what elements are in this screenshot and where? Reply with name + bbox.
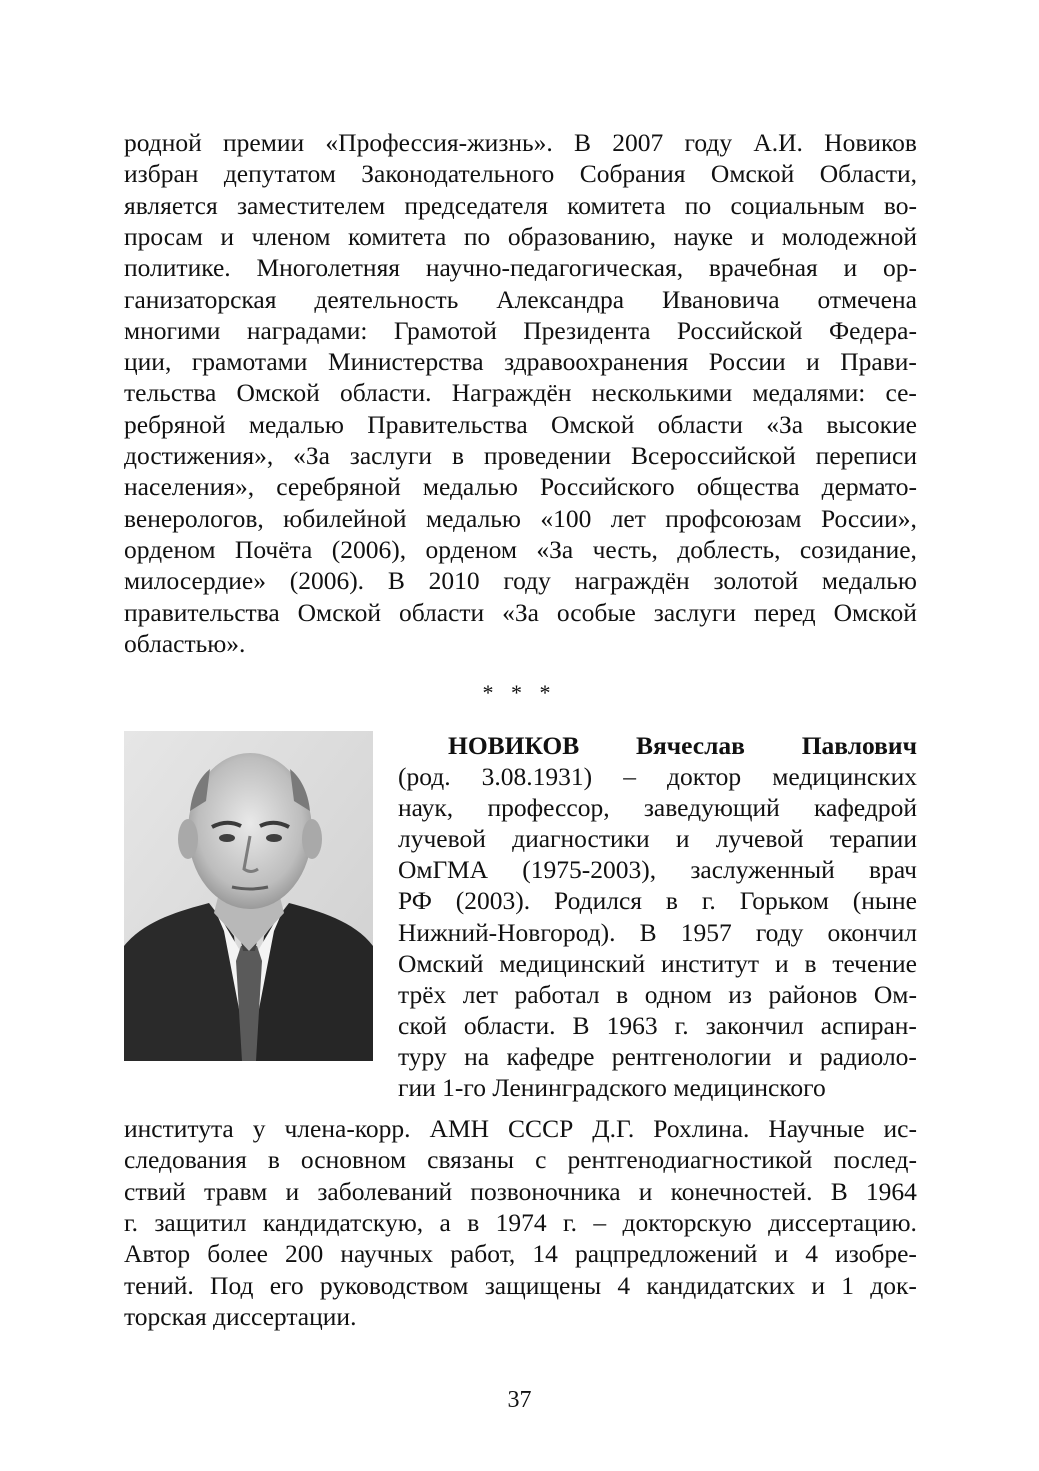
text-line: областью». — [124, 628, 246, 658]
text-line: тений. Под его руководством защищены 4 кандидатских и 1 док- — [124, 1270, 917, 1300]
text-line: гии 1-го Ленинградского медицинского — [398, 1073, 826, 1102]
text-line: венерологов, юбилейной медалью «100 лет профсоюзам России», — [124, 503, 917, 533]
text-line: ции, грамотами Министерства здравоохранения России и Прави- — [124, 347, 917, 377]
text-line: института у члена-корр. АМН СССР Д.Г. Рохлина. Научные ис- — [124, 1114, 917, 1143]
text-line: политике. Многолетняя научно-педагогическая, врачебная и ор- — [124, 253, 917, 283]
text-line: лучевой диагностики и лучевой терапии — [398, 824, 917, 854]
text-line: ребряной медалью Правительства Омской области «За высокие — [124, 409, 917, 439]
text-line: (род. 3.08.1931) – доктор медицинских — [398, 762, 917, 791]
text-line: следования в основном связаны с рентгенодиагностикой послед- — [124, 1145, 917, 1175]
text-line: г. защитил кандидатскую, а в 1974 г. – докторскую диссертацию. — [124, 1207, 917, 1237]
text-line: населения», серебряной медалью Российского общества дермато- — [124, 472, 917, 502]
first-name: Вячеслав — [635, 731, 745, 760]
text-line: правительства Омской области «За особые заслуги перед Омской — [124, 597, 917, 627]
text-line: Автор более 200 научных работ, 14 рацпредложений и 4 изобре- — [124, 1239, 917, 1269]
portrait-photo — [124, 731, 373, 1061]
text-line: ганизаторская деятельность Александра Ивановича отмечена — [124, 284, 917, 314]
section-separator: * * * — [482, 680, 557, 705]
text-line: милосердие» (2006). В 2010 году награждён золотой медалью — [124, 566, 917, 596]
text-line: торская диссертации. — [124, 1301, 357, 1331]
surname: НОВИКОВ — [448, 731, 580, 760]
text-line: является заместителем председателя комитета по социальным во- — [124, 190, 917, 220]
text-line: достижения», «За заслуги в проведении Всероссийской переписи — [124, 441, 917, 470]
text-line: избран депутатом Законодательного Собрания Омской Области, — [124, 159, 917, 189]
text-line: ОмГМА (1975-2003), заслуженный врач — [398, 855, 917, 885]
text-line: родной премии «Профессия-жизнь». В 2007 году А.И. Новиков — [124, 128, 917, 157]
text-line: ствий травм и заболеваний позвоночника и конечностей. В 1964 — [124, 1176, 917, 1206]
text-line: трёх лет работал в одном из районов Ом- — [398, 979, 917, 1009]
entry-heading — [398, 730, 917, 762]
text-line: Нижний-Новгород). В 1957 году окончил — [398, 917, 917, 947]
text-line: тельства Омской области. Награждён несколькими медалями: се- — [124, 378, 917, 408]
text-line: наук, профессор, заведующий кафедрой — [398, 793, 917, 823]
text-line: туру на кафедре рентгенологии и радиоло- — [398, 1041, 917, 1071]
text-line: орденом Почёта (2006), орденом «За честь, доблесть, созидание, — [124, 534, 917, 564]
text-line: просам и членом комитета по образованию, науке и молодежной — [124, 221, 917, 251]
text-line: Омский медицинский институт и в течение — [398, 948, 917, 978]
text-line: многими наградами: Грамотой Президента Российской Федера- — [124, 315, 917, 345]
page-number: 37 — [507, 1387, 532, 1413]
text-line: ской области. В 1963 г. закончил аспиран- — [398, 1010, 917, 1040]
text-line: РФ (2003). Родился в г. Горьком (ныне — [398, 886, 917, 916]
patronymic: Павлович — [801, 731, 917, 760]
